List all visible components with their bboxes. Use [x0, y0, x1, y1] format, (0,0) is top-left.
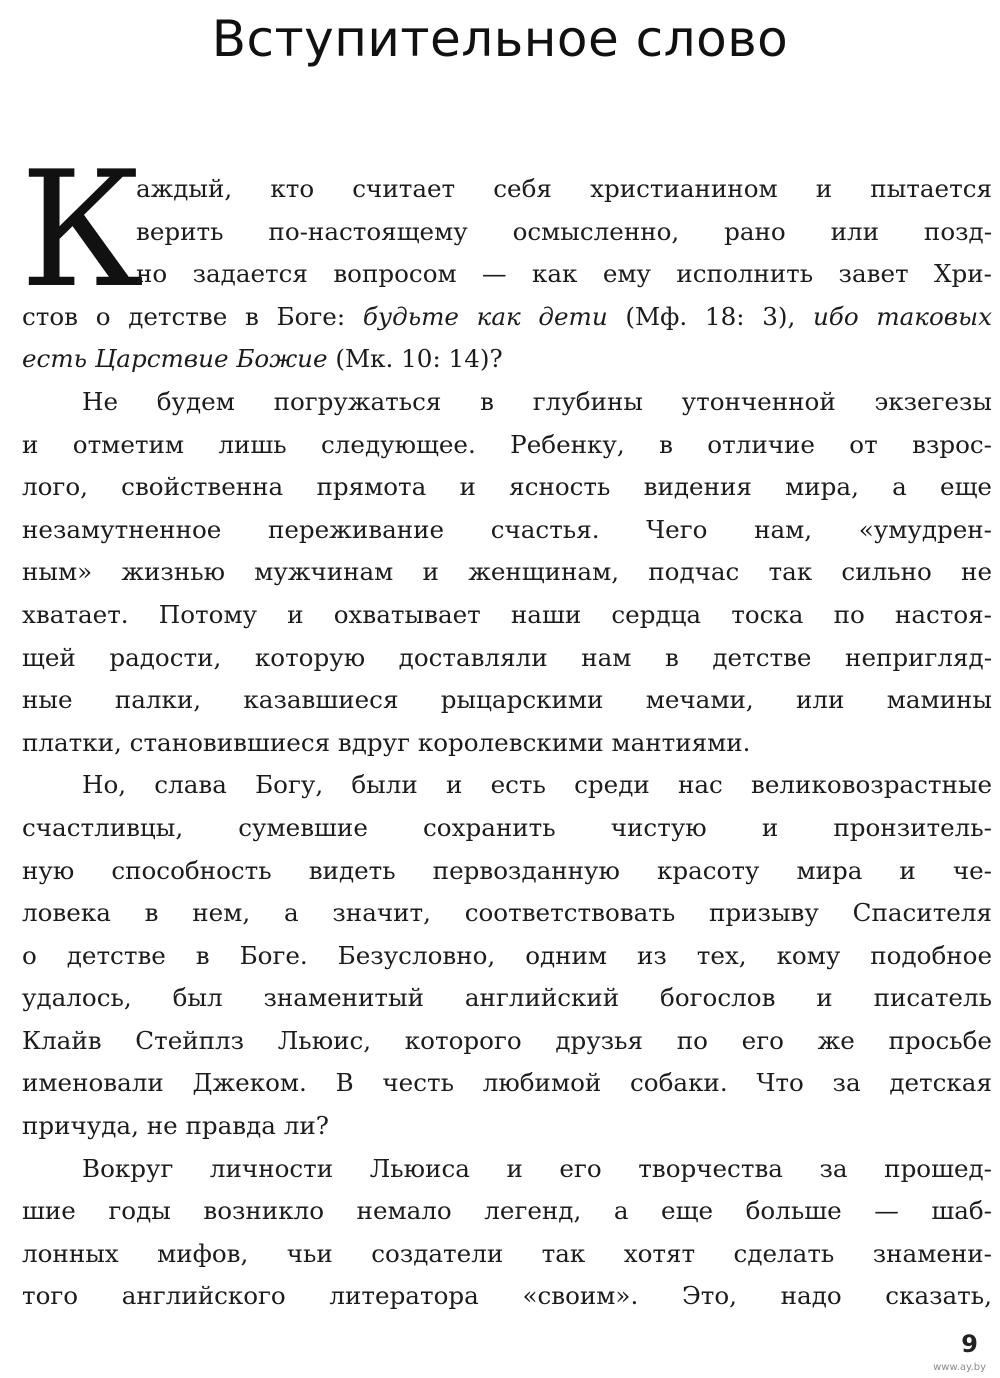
text-line	[22, 551, 992, 594]
text-line	[22, 338, 992, 381]
text-line	[22, 594, 992, 637]
text-segment: причуда, не правда ли?	[22, 1111, 329, 1141]
text-line	[22, 892, 992, 935]
page-number: 9	[961, 1330, 978, 1358]
text-line	[22, 466, 992, 509]
text-segment: (Мф. 18: 3),	[607, 301, 813, 331]
text-segment: ную способность видеть первозданную красоту мира и че-	[22, 855, 992, 885]
italic-quote: будьте как дети	[362, 301, 608, 331]
text-segment: именовали Джеком. В честь любимой собаки. Что за детская	[22, 1068, 992, 1098]
text-line	[22, 935, 992, 978]
text-segment: незамутненное переживание счастья. Чего нам, «умудрен-	[22, 514, 992, 544]
text-segment: счастливцы, сумевшие сохранить чистую и пронзитель-	[22, 812, 992, 842]
text-line	[22, 253, 992, 296]
text-line	[22, 1105, 992, 1148]
text-line	[22, 211, 992, 254]
text-line	[22, 424, 992, 467]
text-line	[22, 381, 992, 424]
text-line	[22, 1275, 992, 1318]
text-segment: но задается вопросом — как ему исполнить завет Хри-	[136, 259, 992, 289]
text-segment: ловека в нем, а значит, соответствовать призыву Спасителя	[22, 898, 992, 928]
text-segment: стов о детстве в Боге:	[22, 301, 363, 331]
text-line	[22, 637, 992, 680]
text-segment: платки, становившиеся вдруг королевскими мантиями.	[22, 727, 751, 757]
drop-cap-letter: К	[20, 136, 144, 323]
text-line	[22, 1190, 992, 1233]
text-segment: Клайв Стейплз Льюис, которого друзья по его же просьбе	[22, 1025, 992, 1055]
text-segment: и отметим лишь следующее. Ребенку, в отличие от взрос-	[22, 429, 992, 459]
text-segment: Не будем погружаться в глубины утонченной экзегезы	[82, 386, 992, 416]
text-line	[22, 1233, 992, 1276]
body-text	[22, 168, 992, 1318]
text-line	[22, 509, 992, 552]
text-segment: Но, слава Богу, были и есть среди нас великовозрастные	[82, 770, 992, 800]
text-line	[22, 977, 992, 1020]
text-segment: верить по-настоящему осмысленно, рано или позд-	[136, 216, 992, 246]
text-segment: (Мк. 10: 14)?	[327, 344, 503, 374]
page-title: Вступительное слово	[211, 10, 789, 68]
italic-quote: есть Царствие Божие	[22, 344, 328, 374]
text-line	[22, 850, 992, 893]
text-segment: Вокруг личности Льюиса и его творчества за прошед-	[82, 1153, 992, 1183]
text-segment: аждый, кто считает себя христианином и пытается	[136, 174, 992, 203]
text-line	[22, 722, 992, 765]
text-segment: лонных мифов, чьи создатели так хотят сделать знамени-	[22, 1238, 992, 1268]
text-segment: того английского литератора «своим». Это, надо сказать,	[22, 1281, 992, 1311]
text-segment: о детстве в Боге. Безусловно, одним из тех, кому подобное	[22, 940, 992, 970]
italic-quote: ибо таковых	[812, 301, 992, 331]
text-line	[22, 807, 992, 850]
text-segment: ные палки, казавшиеся рыцарскими мечами, или мамины	[22, 685, 992, 715]
text-segment: хватает. Потому и охватывает наши сердца тоска по настоя-	[22, 599, 992, 629]
text-segment: удалось, был знаменитый английский богослов и писатель	[22, 983, 992, 1013]
text-line	[22, 764, 992, 807]
text-line	[22, 168, 992, 211]
text-line	[22, 1148, 992, 1191]
watermark-text: www.ay.by	[933, 1362, 986, 1373]
text-line	[22, 1062, 992, 1105]
text-line	[22, 1020, 992, 1063]
text-segment: шие годы возникло немало легенд, а еще больше — шаб-	[22, 1196, 992, 1226]
text-line	[22, 679, 992, 722]
text-segment: щей радости, которую доставляли нам в детстве непригляд-	[22, 642, 992, 672]
text-segment: лого, свойственна прямота и ясность видения мира, а еще	[22, 472, 992, 502]
text-line	[22, 296, 992, 339]
text-segment: ным» жизнью мужчинам и женщинам, подчас так сильно не	[22, 557, 992, 587]
